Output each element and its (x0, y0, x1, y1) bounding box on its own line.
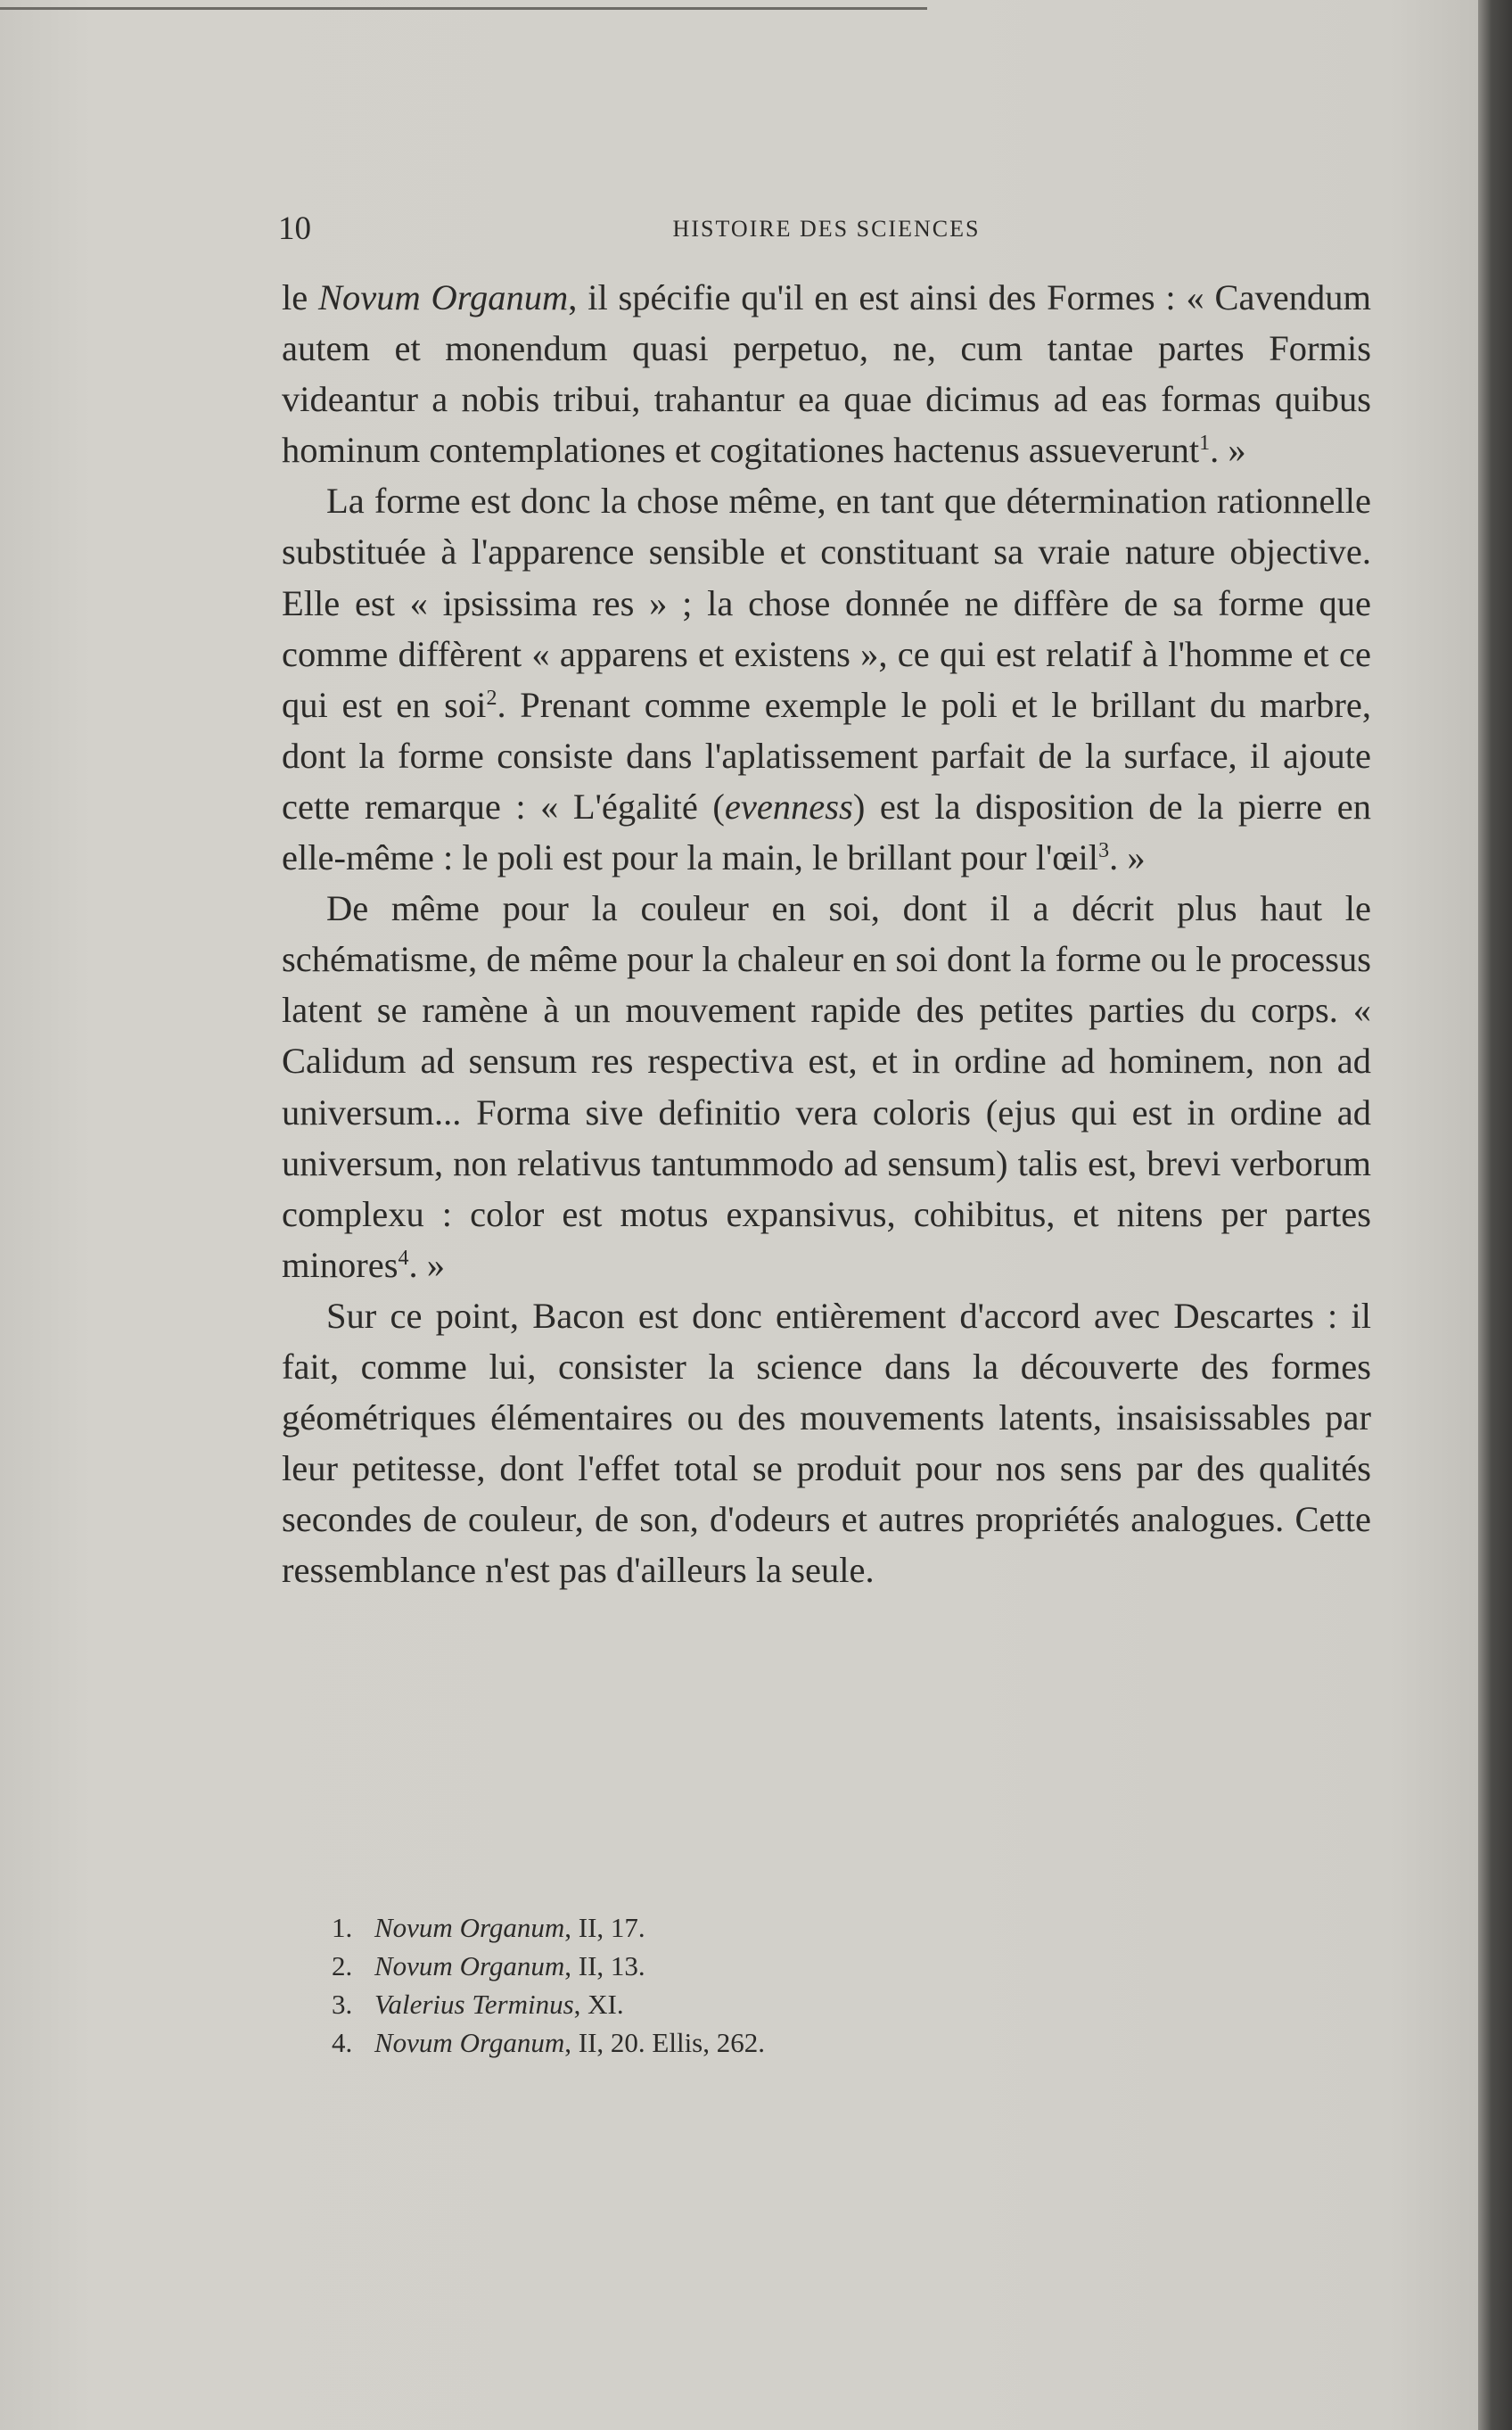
text-span: . » (1109, 837, 1146, 878)
paragraph-4 (282, 1290, 1371, 1596)
top-rule (0, 7, 927, 10)
text-span: le (282, 277, 319, 317)
footnote-ref: 1 (1199, 432, 1211, 456)
italic-title: Novum Organum (318, 277, 569, 317)
footnote-ref: 3 (1098, 839, 1110, 863)
footnote-ref-text: , II, 13. (564, 1950, 645, 1981)
footnote-title: Novum Organum (374, 1950, 565, 1981)
footnote-ref-text: , XI. (573, 1989, 624, 2020)
text-span: . » (1210, 430, 1246, 471)
text-span: . Prenant comme exemple le poli et le brillant du marbre, dont la forme consiste dans l'aplatissement parfait de la surface, il ajoute cette remarque : « L'égalité ( (282, 684, 1371, 827)
text-span: De même pour la couleur en soi, dont il a décrit plus haut le schématisme, de même pour la chaleur en soi dont la forme ou le processus latent se ramène à un mouvement rapide des petites parties du corps. « Calidum ad sensum res respectiva est, et in ordine ad hominem, non ad universum... Forma sive definitio vera coloris (ejus qui est in ordine ad universum, non relativus tantummodo ad sensum) talis est, brevi verborum complexu : color est motus expansivus, cohibitus, et nitens per partes minores (282, 888, 1371, 1285)
page-header (278, 207, 1375, 251)
running-title: HISTOIRE DES SCIENCES (672, 216, 981, 242)
text-span: Sur ce point, Bacon est donc entièrement d'accord avec Descartes : il fait, comme lui, consister la science dans la découverte des formes géométriques élémentaires ou des mouvements latents, insaisissables par leur petitesse, dont l'effet total se produit pour nos sens par des qualités secondes de couleur, de son, d'odeurs et autres propriétés analogues. Cette ressemblance n'est pas d'ailleurs la seule. (282, 1295, 1371, 1591)
footnote-1 (332, 1908, 765, 1947)
text-span: ) est la disposition de la pierre en elle-même : le poli est pour la main, le brillant pour l'œil (282, 786, 1372, 878)
footnote-title: Novum Organum (374, 2027, 565, 2058)
footnote-ref-text: , II, 17. (564, 1912, 645, 1943)
paragraph-2 (282, 475, 1371, 883)
footnote-ref: 4 (398, 1246, 409, 1270)
footnote-number: 2. (332, 1950, 353, 1981)
footnote-title: Valerius Terminus (374, 1989, 574, 2020)
footnote-number: 1. (332, 1912, 353, 1943)
footnote-number: 3. (332, 1989, 353, 2020)
footnote-3 (332, 1985, 765, 2023)
footnote-2 (332, 1947, 765, 1985)
footnote-4 (332, 2023, 765, 2062)
text-span: . » (408, 1244, 445, 1285)
paragraph-1 (282, 272, 1371, 475)
page-number: 10 (278, 210, 311, 247)
footnote-number: 4. (332, 2027, 353, 2058)
paragraph-3 (282, 883, 1371, 1290)
text-span: La forme est donc la chose même, en tant que détermination rationnelle substituée à l'apparence sensible et constituant sa vraie nature objective. Elle est « ipsissima res » ; la chose donnée ne diffère de sa forme que comme diffèrent « apparens et existens », ce qui est relatif à l'homme et ce qui est en soi (282, 481, 1371, 725)
body-text (282, 272, 1371, 1595)
italic-term: evenness (724, 786, 853, 827)
footnote-ref: 2 (486, 686, 497, 710)
page-edge-shadow (1478, 0, 1512, 2430)
text-span: , il spécifie qu'il en est ainsi des Formes : « Cavendum autem et monendum quasi perpetuo, ne, cum tantae partes Formis videantur a nobis tribui, trahantur ea quae dicimus ad eas formas quibus hominum contemplationes et cogitationes hactenus assueverunt (282, 277, 1371, 471)
footnote-ref-text: , II, 20. Ellis, 262. (564, 2027, 766, 2058)
footnote-title: Novum Organum (374, 1912, 565, 1943)
footnotes (332, 1908, 765, 2062)
